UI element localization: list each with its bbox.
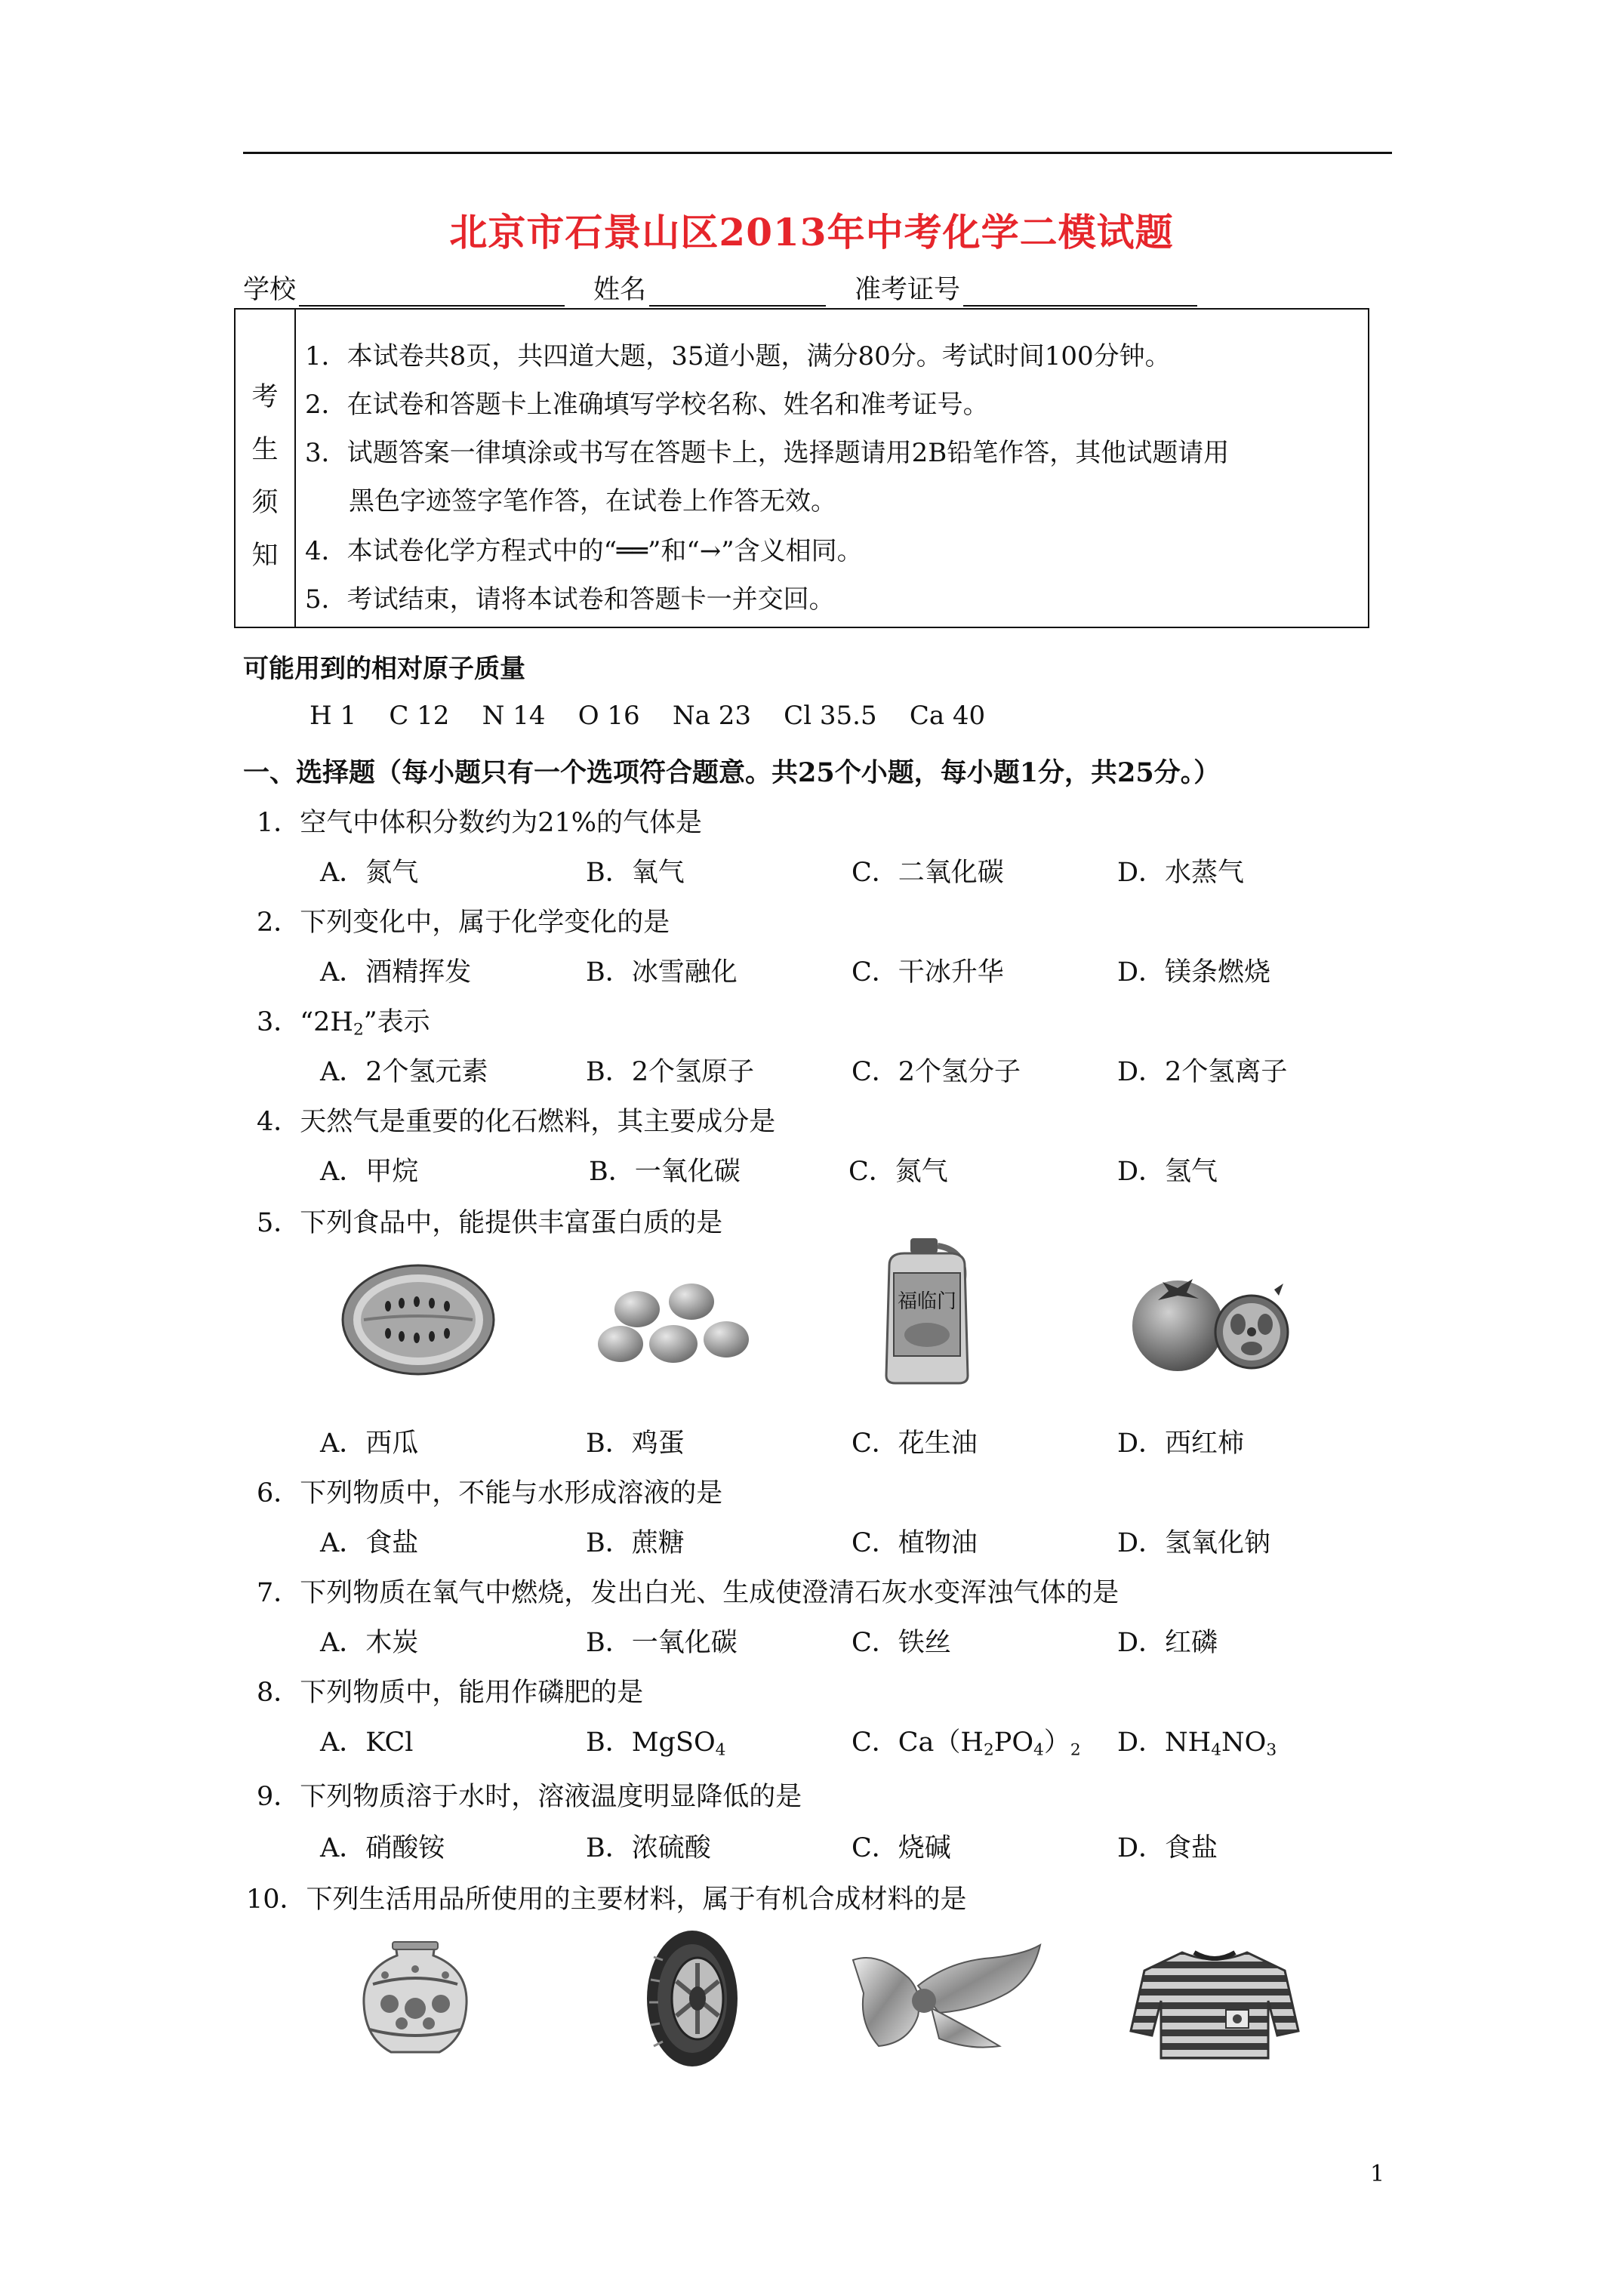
notice-label-char: 须	[251, 488, 279, 518]
option-a[interactable]: A．食盐	[320, 1528, 419, 1558]
option-c[interactable]: C．2个氢分子	[852, 1057, 1021, 1087]
question-stem: 6．下列物质中，不能与水形成溶液的是	[257, 1478, 723, 1509]
notice-line: 4．本试卷化学方程式中的“══”和“→”含义相同。	[305, 536, 863, 566]
formula-text: PO	[993, 1727, 1034, 1758]
school-label: 学校	[243, 275, 297, 305]
formula-text: NO	[1221, 1727, 1267, 1758]
notice-label-char: 考	[251, 382, 279, 412]
option-d[interactable]	[1117, 1721, 1277, 1759]
question-stem: 10．下列生活用品所使用的主要材料，属于有机合成材料的是	[246, 1885, 967, 1915]
option-d[interactable]: D．氢气	[1117, 1157, 1218, 1187]
option-a[interactable]: A．硝酸铵	[320, 1833, 445, 1863]
subscript: 4	[1033, 1740, 1044, 1760]
name-field[interactable]	[593, 269, 826, 307]
watermelon-icon	[338, 1259, 498, 1380]
option-b[interactable]: B．鸡蛋	[586, 1428, 685, 1459]
option-d[interactable]: D．西红柿	[1117, 1428, 1245, 1459]
formula-text: D．NH	[1117, 1727, 1212, 1758]
option-b[interactable]: B．蔗糖	[586, 1528, 685, 1558]
subscript: 4	[715, 1740, 726, 1760]
page-title: 北京市石景山区2013年中考化学二模试题	[449, 210, 1174, 254]
option-c[interactable]: C．植物油	[852, 1528, 978, 1558]
exam-notice-box	[234, 308, 1369, 628]
option-d[interactable]: D．氢氧化钠	[1117, 1528, 1271, 1558]
notice-label-char: 生	[251, 435, 279, 465]
subscript: 2	[1070, 1740, 1081, 1760]
tire-icon	[643, 1927, 741, 2070]
notice-label-char: 知	[251, 541, 279, 571]
option-d[interactable]: D．2个氢离子	[1117, 1057, 1288, 1087]
notice-line: 5．考试结束，请将本试卷和答题卡一并交回。	[305, 584, 835, 615]
question-stem: 4．天然气是重要的化石燃料，其主要成分是	[257, 1107, 776, 1137]
tomato-icon	[1123, 1256, 1297, 1377]
option-a[interactable]: A．木炭	[320, 1628, 419, 1658]
notice-line: 1．本试卷共8页，共四道大题，35道小题，满分80分。考试时间100分钟。	[305, 341, 1171, 371]
notice-line: 3．试题答案一律填涂或书写在答题卡上，选择题请用2B铅笔作答，其他试题请用	[305, 438, 1230, 468]
school-blank[interactable]	[299, 278, 565, 307]
question-stem	[257, 1001, 430, 1039]
eggs-icon	[590, 1268, 756, 1374]
subscript: 2	[353, 1020, 364, 1040]
formula-text: ）	[1043, 1727, 1070, 1758]
formula-text: C．Ca（H	[852, 1727, 984, 1758]
option-c[interactable]: C．花生油	[852, 1428, 978, 1459]
option-b[interactable]: B．一氧化碳	[586, 1628, 738, 1658]
school-field[interactable]	[243, 269, 565, 307]
oil-bottle-icon	[874, 1235, 980, 1386]
option-a[interactable]: A．西瓜	[320, 1428, 419, 1459]
option-c[interactable]: C．二氧化碳	[852, 858, 1004, 888]
option-c[interactable]: C．干冰升华	[852, 957, 1004, 988]
name-blank[interactable]	[649, 278, 826, 307]
exam-number-field[interactable]	[855, 269, 1197, 307]
notice-line: 2．在试卷和答题卡上准确填写学校名称、姓名和准考证号。	[305, 390, 989, 420]
formula-text: A．KCl	[320, 1727, 414, 1758]
silk-scarf-icon	[848, 1940, 1045, 2054]
option-c[interactable]: C．烧碱	[852, 1833, 951, 1863]
option-d[interactable]: D．食盐	[1117, 1833, 1218, 1863]
subscript: 4	[1211, 1740, 1222, 1760]
option-a[interactable]	[320, 1721, 413, 1759]
exam-number-blank[interactable]	[963, 278, 1197, 307]
page-number: 1	[1370, 2161, 1385, 2187]
question-stem: 2．下列变化中，属于化学变化的是	[257, 908, 670, 938]
formula-text: B．MgSO	[586, 1727, 716, 1758]
option-b[interactable]: B．2个氢原子	[586, 1057, 754, 1087]
option-b[interactable]: B．冰雪融化	[586, 957, 738, 988]
option-b[interactable]: B．浓硫酸	[586, 1833, 711, 1863]
option-c[interactable]: C．铁丝	[852, 1628, 951, 1658]
atomic-mass-heading: 可能用到的相对原子质量	[243, 654, 525, 684]
notice-line: 黑色字迹签字笔作答，在试卷上作答无效。	[349, 486, 836, 516]
section-heading: 一、选择题（每小题只有一个选项符合题意。共25个小题，每小题1分，共25分。）	[243, 757, 1221, 788]
subscript: 2	[983, 1740, 994, 1760]
exam-number-label: 准考证号	[855, 275, 961, 305]
question-stem: 7．下列物质在氧气中燃烧，发出白光、生成使澄清石灰水变浑浊气体的是	[257, 1578, 1119, 1608]
option-d[interactable]: D．红磷	[1117, 1628, 1218, 1658]
option-c[interactable]: C．氮气	[848, 1157, 948, 1187]
option-b[interactable]: B．一氧化碳	[589, 1157, 741, 1187]
option-d[interactable]: D．镁条燃烧	[1117, 957, 1271, 988]
subscript: 3	[1266, 1740, 1277, 1760]
porcelain-vase-icon	[355, 1939, 476, 2060]
option-a[interactable]: A．氮气	[320, 858, 419, 888]
name-label: 姓名	[593, 275, 647, 305]
question-stem: 1．空气中体积分数约为21%的气体是	[257, 808, 703, 838]
stem-part: 3．“2H	[257, 1007, 353, 1037]
question-stem: 9．下列物质溶于水时，溶液温度明显降低的是	[257, 1782, 802, 1812]
option-a[interactable]: A．2个氢元素	[320, 1057, 488, 1087]
question-stem: 5．下列食品中，能提供丰富蛋白质的是	[257, 1208, 723, 1238]
option-b[interactable]: B．氧气	[586, 858, 685, 888]
option-c[interactable]	[852, 1721, 1081, 1759]
option-b[interactable]	[586, 1721, 725, 1759]
option-d[interactable]: D．水蒸气	[1117, 858, 1245, 888]
sweater-icon	[1129, 1948, 1300, 2061]
stem-part: ”表示	[363, 1007, 430, 1037]
atomic-mass-values: H 1 C 12 N 14 O 16 Na 23 Cl 35.5 Ca 40	[310, 701, 986, 731]
header-rule	[243, 152, 1392, 154]
option-a[interactable]: A．甲烷	[320, 1157, 419, 1187]
notice-label-column	[236, 310, 296, 627]
oil-brand-text: 福临门	[897, 1290, 957, 1313]
question-stem: 8．下列物质中，能用作磷肥的是	[257, 1678, 644, 1708]
option-a[interactable]: A．酒精挥发	[320, 957, 472, 988]
